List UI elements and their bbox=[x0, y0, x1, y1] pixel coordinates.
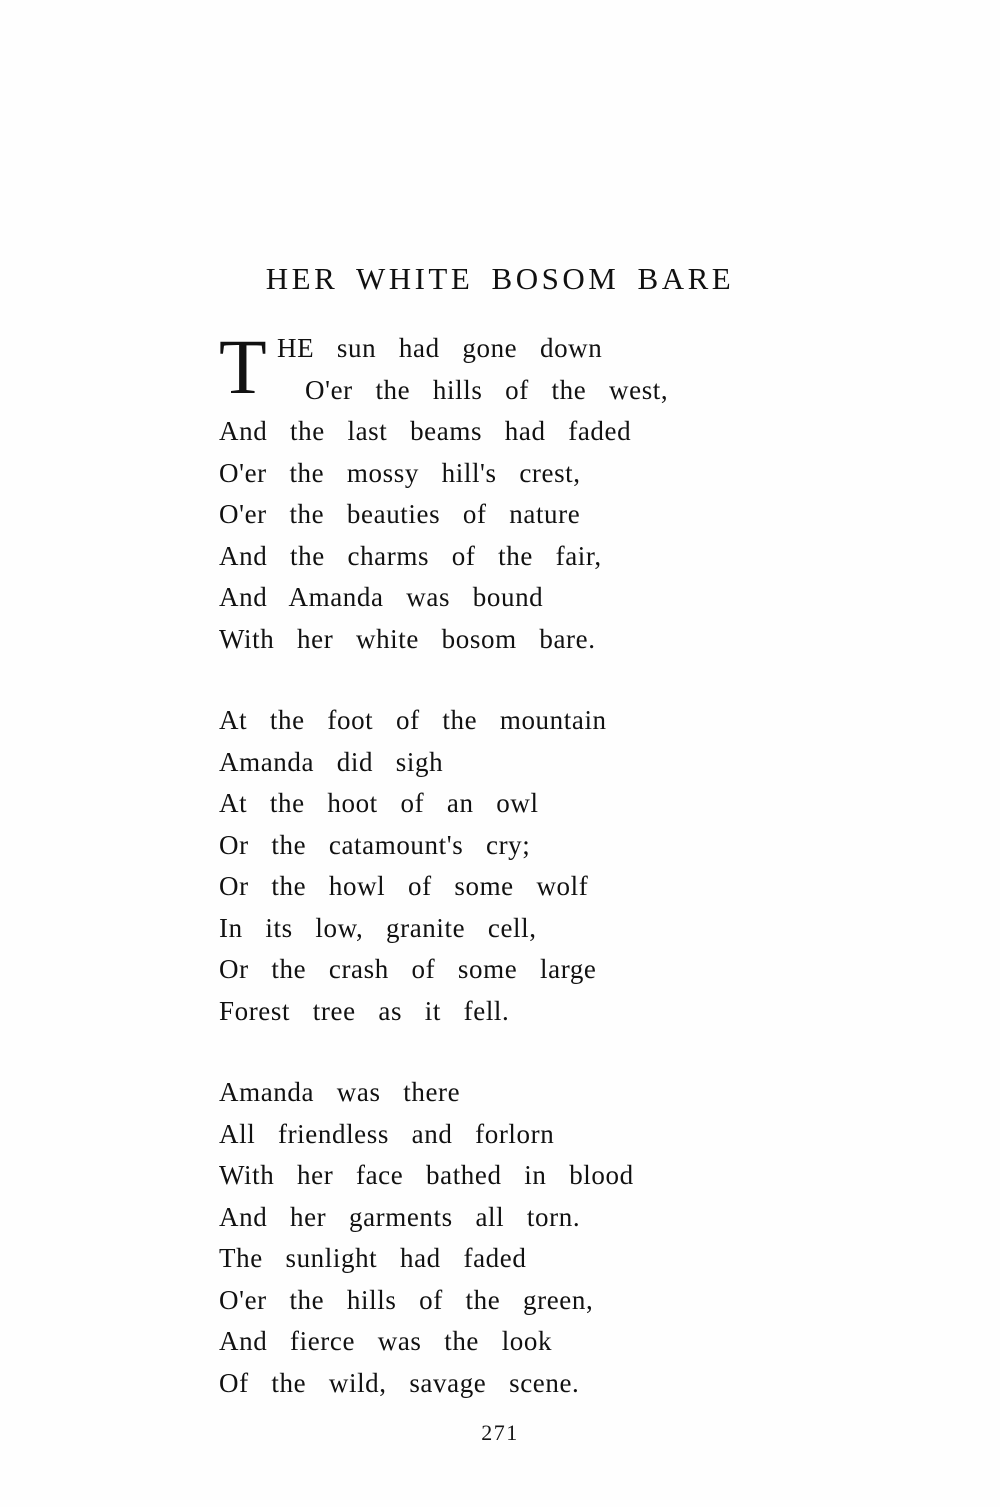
poem-line: Amanda did sigh bbox=[219, 746, 444, 777]
poem-line: Or the catamount's cry; bbox=[219, 829, 531, 860]
poem-line: Forest tree as it fell. bbox=[219, 995, 510, 1026]
poem-line: In its low, granite cell, bbox=[219, 912, 537, 943]
poem-line: And Amanda was bound bbox=[219, 582, 544, 612]
drop-cap-letter: T bbox=[219, 323, 267, 410]
stanza-1 bbox=[219, 323, 859, 660]
poem-line: Or the howl of some wolf bbox=[219, 871, 589, 901]
poem-line: The sunlight had faded bbox=[219, 1243, 527, 1273]
poem-line: HE sun had gone down bbox=[277, 333, 603, 363]
poem-line: And her garments all torn. bbox=[219, 1201, 581, 1232]
poem-line: With her white bosom bare. bbox=[219, 623, 596, 654]
poem-line: At the foot of the mountain bbox=[219, 705, 607, 735]
poem-line: Amanda was there bbox=[219, 1077, 461, 1107]
poem-line: Of the wild, savage scene. bbox=[219, 1367, 580, 1398]
poem-line: With her face bathed in blood bbox=[219, 1160, 634, 1190]
poem-line: At the hoot of an owl bbox=[219, 788, 539, 818]
poem-line: O'er the mossy hill's crest, bbox=[219, 457, 581, 488]
poem-line: O'er the hills of the green, bbox=[219, 1284, 594, 1315]
page-title: HER WHITE BOSOM BARE bbox=[265, 260, 735, 296]
poem-line: And the charms of the fair, bbox=[219, 540, 602, 571]
poem-line: O'er the beauties of nature bbox=[219, 499, 581, 529]
page-number: 271 bbox=[481, 1420, 519, 1445]
poem-line: And the last beams had faded bbox=[219, 416, 632, 446]
poem-body bbox=[219, 323, 859, 1444]
poem-line: All friendless and forlorn bbox=[219, 1118, 555, 1149]
poem-line: Or the crash of some large bbox=[219, 954, 597, 984]
poem-line: O'er the hills of the west, bbox=[305, 374, 669, 405]
poem-line: And fierce was the look bbox=[219, 1326, 553, 1356]
stanza-3 bbox=[219, 1072, 859, 1404]
stanza-2 bbox=[219, 700, 859, 1032]
